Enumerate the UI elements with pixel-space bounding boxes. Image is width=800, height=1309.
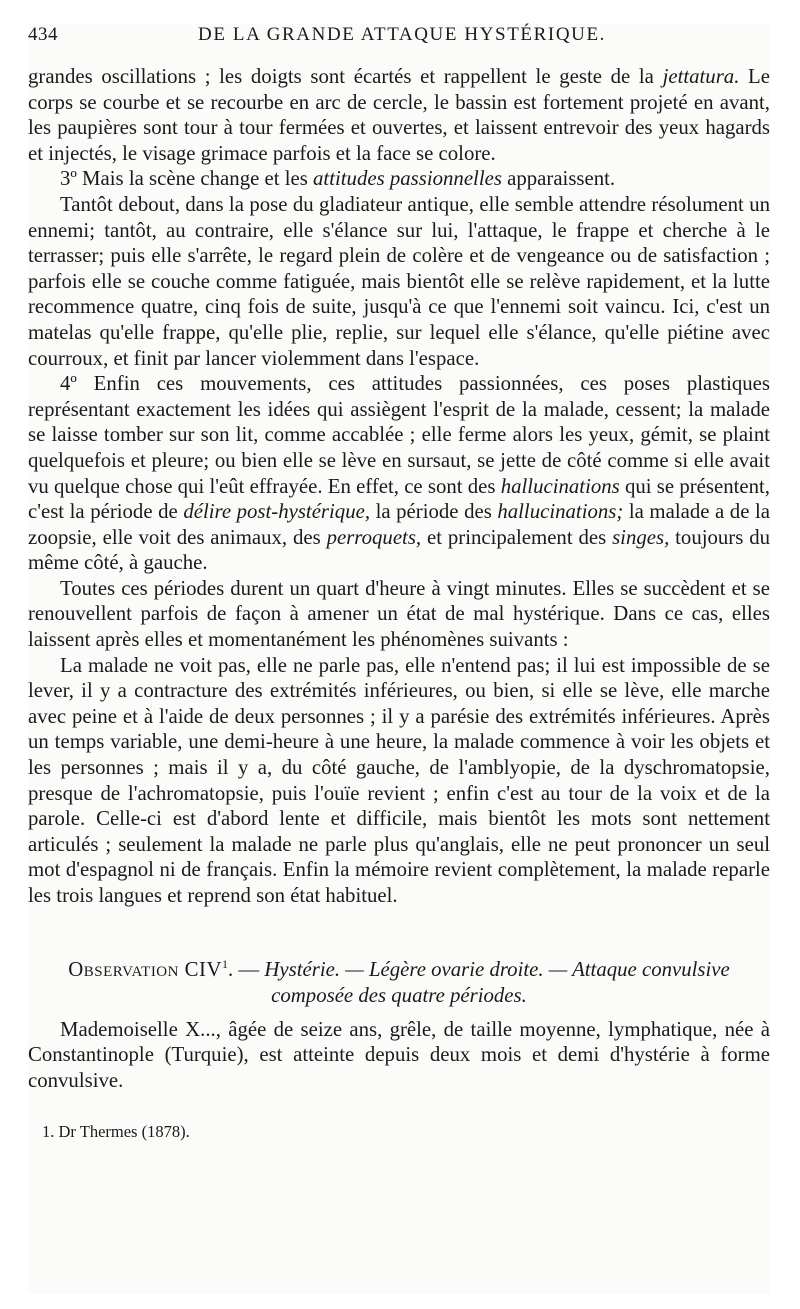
paragraph-4-text-a: 4º Enfin ces mouvements, ces attitudes passionnées, ces poses plastiques représentant exactement les idées qui assiègent l'esprit de la malade, cessent; la malade se laisse tomber sur son lit, comme accablée ; elle ferme alors les yeux, gémit, se plaint quelquefois et pleure; ou bien elle se lève en sursaut, se jette de côté comme si elle avait vu quelque chose qui l'eût effrayée. En effet, ce sont des [28,372,770,498]
paragraph-4-italic-2: délire post-hystérique, [183,500,371,524]
paragraph-4-text-b: qui se présentent, c'est la période de [28,474,770,524]
observation-heading [28,951,770,1009]
page-number: 434 [28,24,58,45]
paragraph-1-text: grandes oscillations ; les doigts sont écartés et rappellent le geste de la [28,65,663,88]
paragraph-4-italic-1: hallucinations [500,474,620,498]
paragraph-2-text: 3º Mais la scène change et les [60,167,314,191]
paragraph-4-text-e: et principalement des [421,525,613,549]
paragraph-1-rest: Le corps se courbe et se recourbe en arc de cercle, le bassin est fortement projeté en avant, les paupières sont tour à tour fermées et ouvertes, et laissent entrevoir des yeux hagards et injectés, le visage grimace parfois et la face se colore. [28,65,770,165]
footnote [28,1121,770,1143]
footnote-number: 1. [42,1122,55,1142]
footnote-text: Dr Thermes (1878). [54,1122,190,1142]
running-head [28,24,770,64]
paragraph-2-italic: attitudes passionnelles [313,167,502,191]
running-title: DE LA GRANDE ATTAQUE HYSTÉRIQUE. [198,24,607,45]
paragraph-2 [28,166,770,192]
observation-footnote-marker: 1 [222,956,228,971]
paragraph-4-italic-4: perroquets, [326,525,422,549]
observation-body [28,1017,770,1094]
paragraph-4-italic-3: hallucinations; [497,500,624,524]
paragraph-1 [28,64,770,166]
paragraph-3: Tantôt debout, dans la pose du gladiateur antique, elle semble attendre résolument un ennemi; tantôt, au contraire, elle s'élance sur lui, l'attaque, le frappe et cherche à le terrasser; puis elle s'arrête, le regard plein de colère et de vengeance ou de satisfaction ; parfois elle se couche comme fatiguée, mais bientôt elle se relève rapidement, et la lutte recommence quatre, cinq fois de suite, jusqu'à ce que l'ennemi soit vaincu. Ici, c'est un matelas qu'elle frappe, qu'elle plie, replie, sur lequel elle s'élance, qu'elle piétine avec courroux, et finit par lancer violemment dans l'espace. [28,192,770,370]
paragraph-1-italic: jettatura. [662,65,740,88]
paragraph-4-text-f: toujours du même côté, à gauche. [28,525,770,575]
paragraph-6: La malade ne voit pas, elle ne parle pas, elle n'entend pas; il lui est impossible de se lever, il y a contracture des extrémités inférieures, ou bien, si elle se lève, elle marche avec peine et à l'aide de deux personnes ; il y a parésie des extrémités inférieures. Après un temps variable, une demi-heure à une heure, la malade commence à voir les objets et les personnes ; mais il y a, du côté gauche, de l'amblyopie, de la dyschromatopsie, presque de l'achromatopsie, puis l'ouïe revient ; enfin c'est au tour de la voix et de la parole. Celle-ci est d'abord lente et difficile, mais bientôt les mots sont nettement articulés ; seulement la malade ne parle plus qu'anglais, elle ne peut prononcer un seul mot d'espagnol ni de français. Enfin la mémoire revient complètement, la malade reparle les trois langues et reprend son état habituel. [28,653,770,907]
paragraph-4-italic-5: singes, [612,525,670,549]
paragraph-2-rest: apparaissent. [501,167,616,191]
paragraph-7: Mademoiselle X..., âgée de seize ans, grêle, de taille moyenne, lymphatique, née à Constantinople (Turquie), est atteinte depuis deux mois et demi d'hystérie à forme convulsive. [28,1017,770,1092]
observation-title: Hystérie. — Légère ovarie droite. — Attaque convulsive composée des quatre périodes. [264,957,730,1007]
paragraph-4-text-c: la période des [370,500,498,524]
body-text [28,64,770,909]
observation-separator: . — [228,957,265,981]
paragraph-5: Toutes ces périodes durent un quart d'heure à vingt minutes. Elles se succèdent et se renouvellent parfois de façon à amener un état de mal hystérique. Dans ce cas, elles laissent après elles et momentanément les phénomènes suivants : [28,576,770,652]
observation-label: Observation CIV [68,957,222,981]
book-page [28,24,770,1294]
paragraph-4-text-d: la malade a de la zoopsie, elle voit des animaux, des [28,500,771,549]
paragraph-4 [28,371,770,576]
